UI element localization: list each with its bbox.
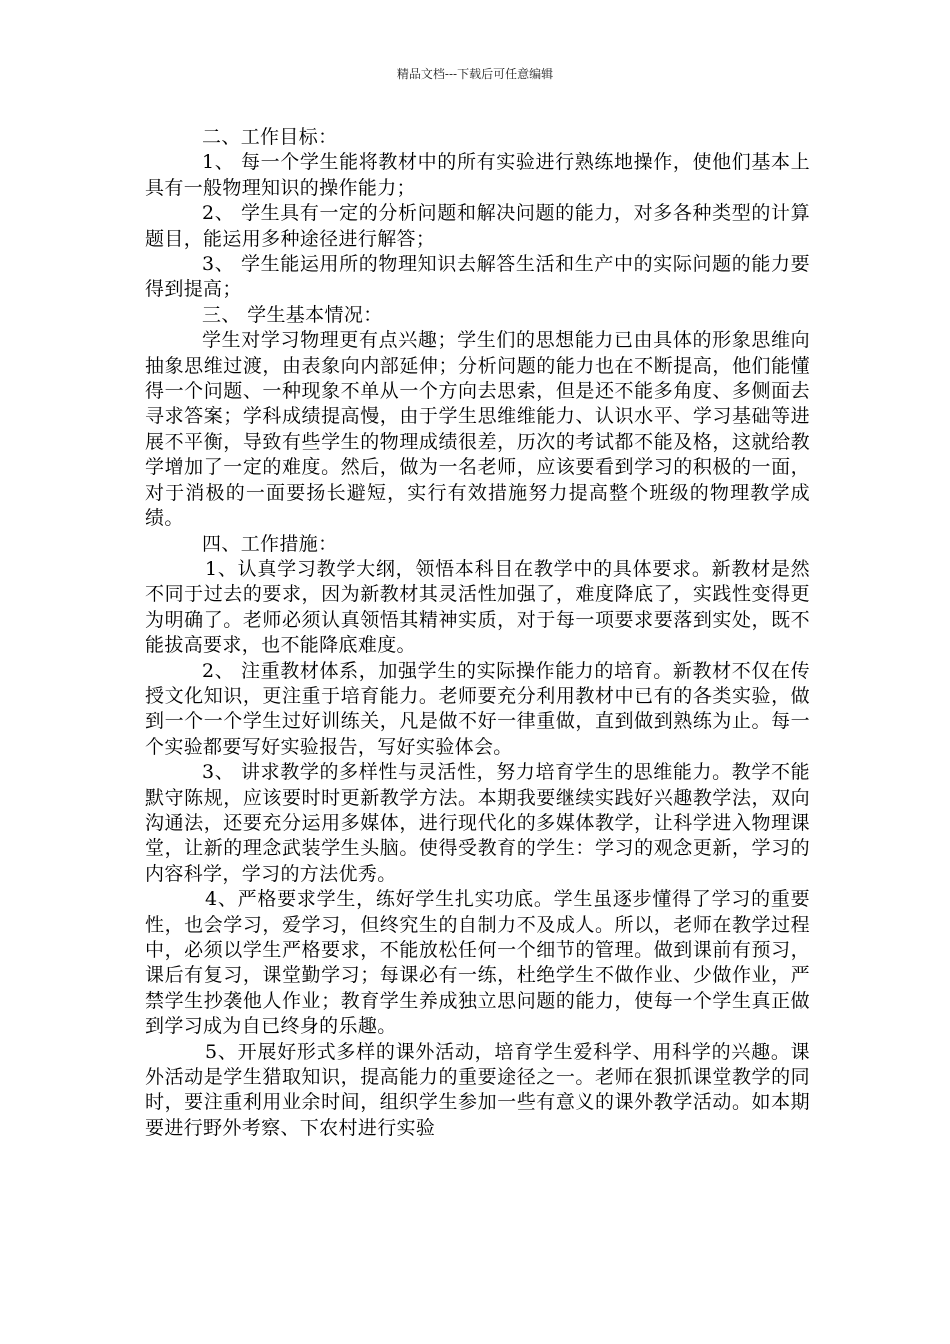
section-heading-goals: 二、工作目标： — [202, 126, 338, 148]
measure-item-1: 1、认真学习教学大纲，领悟本科目在教学中的具体要求。新教材是然不同于过去的要求，因为新教材其灵活性加强了，难度降底了，实践性变得更为明确了。老师必须认真领悟其精神实质，对于每一项要求要落到实处，既不能拔高要求，也不能降底难度。 — [145, 557, 810, 657]
measure-item-5: 5、开展好形式多样的课外活动，培育学生爱科学、用科学的兴趣。课外活动是学生猎取知识，提高能力的重要途径之一。老师在狠抓课堂教学的同时，要注重利用业余时间，组织学生参加一些有意义的课外教学活动。如本期要进行野外考察、下农村进行实验 — [145, 1040, 810, 1139]
document-body — [145, 125, 810, 1141]
goal-item-3: 3、 学生能运用所的物理知识去解答生活和生产中的实际问题的能力要得到提高； — [145, 253, 810, 301]
section-heading-measures: 四、工作措施： — [202, 532, 338, 555]
page-header: 精品文档---下载后可任意编辑 — [396, 67, 554, 81]
section-heading-students: 三、 学生基本情况： — [202, 303, 383, 326]
goal-item-2: 2、 学生具有一定的分析问题和解决问题的能力，对多各种类型的计算题目，能运用多种途径进行解答； — [145, 202, 810, 250]
measure-item-2: 2、 注重教材体系，加强学生的实际操作能力的培育。新教材不仅在传授文化知识，更注重于培育能力。老师要充分利用教材中已有的各类实验，做到一个一个学生过好训练关，凡是做不好一律重做，直到做到熟练为止。每一个实验都要写好实验报告，写好实验体会。 — [145, 659, 810, 758]
students-paragraph: 学生对学习物理更有点兴趣；学生们的思想能力已由具体的形象思维向抽象思维过渡，由表象向内部延伸；分析问题的能力也在不断提高，他们能懂得一个问题、一种现象不单从一个方向去思索，但是还不能多角度、多侧面去寻求答案；学科成绩提高慢，由于学生思维维能力、认识水平、学习基础等进展不平衡，导致有些学生的物理成绩很差，历次的考试都不能及格，这就给教学增加了一定的难度。然后，做为一名老师，应该要看到学习的积极的一面，对于消极的一面要扬长避短，实行有效措施努力提高整个班级的物理教学成绩。 — [145, 329, 810, 530]
goal-item-1: 1、 每一个学生能将教材中的所有实验进行熟练地操作，使他们基本上具有一般物理知识的操作能力； — [145, 151, 810, 199]
measure-item-4: 4、严格要求学生，练好学生扎实功底。学生虽逐步懂得了学习的重要性，也会学习，爱学习，但终究生的自制力不及成人。所以，老师在教学过程中，必须以学生严格要求，不能放松任何一个细节的管理。做到课前有预习，课后有复习，课堂勤学习；每课必有一练，杜绝学生不做作业、少做作业，严禁学生抄袭他人作业；教育学生养成独立思问题的能力，使每一个学生真正做到学习成为自已终身的乐趣。 — [145, 888, 810, 1038]
measure-item-3: 3、 讲求教学的多样性与灵活性，努力培育学生的思维能力。教学不能默守陈规，应该要时时更新教学方法。本期我要继续实践好兴趣教学法，双向沟通法，还要充分运用多媒体，进行现代化的多媒体教学，让科学进入物理课堂，让新的理念武装学生头脑。使得受教育的学生：学习的观念更新，学习的内容科学，学习的方法优秀。 — [145, 761, 810, 885]
